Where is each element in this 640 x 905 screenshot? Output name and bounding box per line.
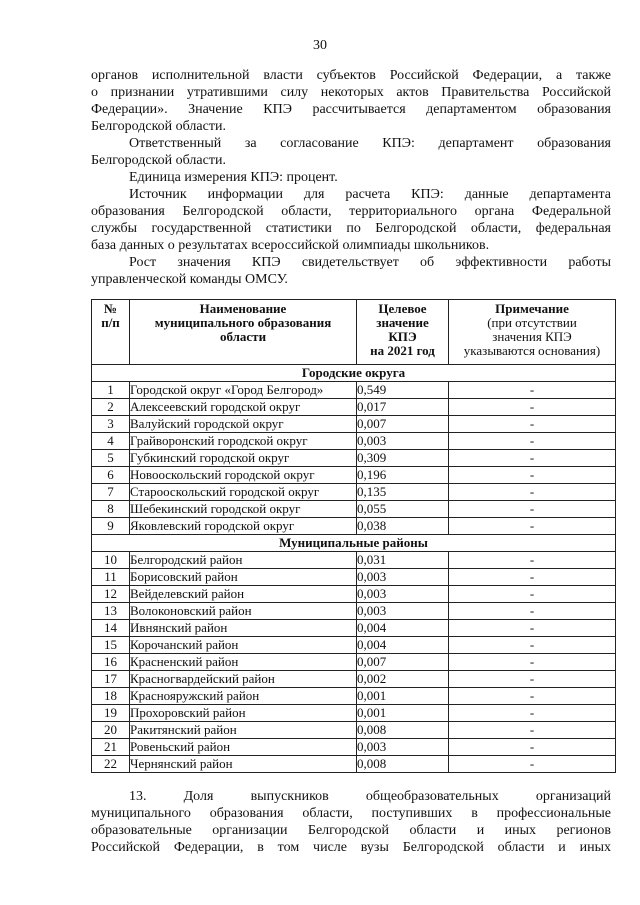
row-name: Новооскольский городской округ <box>130 467 357 484</box>
header-line: Наименование <box>199 301 287 316</box>
header-value <box>357 300 449 365</box>
header-line: (при отсутствии <box>487 315 577 330</box>
row-number: 21 <box>92 739 130 756</box>
text-line: Российской Федерации, в том числе вузы Белгородской области и иных <box>91 840 611 855</box>
paragraph-item-13 <box>91 788 611 856</box>
row-value: 0,008 <box>357 722 449 739</box>
text-line: Ответственный за согласование КПЭ: департамент образования <box>129 136 611 151</box>
table-row <box>92 705 616 722</box>
row-note: - <box>449 399 616 416</box>
row-note: - <box>449 654 616 671</box>
table-row <box>92 586 616 603</box>
row-number: 6 <box>92 467 130 484</box>
row-name: Шебекинский городской округ <box>130 501 357 518</box>
header-note <box>449 300 616 365</box>
table-row <box>92 722 616 739</box>
table-row <box>92 467 616 484</box>
row-name: Прохоровский район <box>130 705 357 722</box>
table-row <box>92 620 616 637</box>
text-line: 13. Доля выпускников общеобразовательных организаций <box>129 789 611 804</box>
page-number: 30 <box>313 38 327 53</box>
header-line: Примечание <box>495 301 569 316</box>
header-line: п/п <box>101 315 120 330</box>
header-line: КПЭ <box>388 329 417 344</box>
row-value: 0,196 <box>357 467 449 484</box>
row-number: 14 <box>92 620 130 637</box>
row-note: - <box>449 705 616 722</box>
row-value: 0,549 <box>357 382 449 399</box>
row-name: Городской округ «Город Белгород» <box>130 382 357 399</box>
row-note: - <box>449 450 616 467</box>
text-line: службы государственной статистики по Белгородской области, федеральная <box>91 221 611 236</box>
row-number: 22 <box>92 756 130 773</box>
row-value: 0,003 <box>357 586 449 603</box>
row-value: 0,008 <box>357 756 449 773</box>
table-row <box>92 399 616 416</box>
text-line: Белгородской области. <box>91 119 226 134</box>
table-row <box>92 552 616 569</box>
table-row <box>92 671 616 688</box>
table-row <box>92 739 616 756</box>
row-number: 1 <box>92 382 130 399</box>
row-note: - <box>449 586 616 603</box>
row-name: Корочанский район <box>130 637 357 654</box>
row-number: 8 <box>92 501 130 518</box>
row-number: 11 <box>92 569 130 586</box>
row-name: Борисовский район <box>130 569 357 586</box>
row-number: 16 <box>92 654 130 671</box>
text-line: образовательные организации Белгородской области и иных регионов <box>91 823 611 838</box>
row-number: 2 <box>92 399 130 416</box>
paragraph-acts-reference <box>91 67 611 135</box>
row-value: 0,031 <box>357 552 449 569</box>
table-row <box>92 433 616 450</box>
row-name: Грайворонский городской округ <box>130 433 357 450</box>
row-value: 0,003 <box>357 433 449 450</box>
text-line: Федерации». Значение КПЭ рассчитывается департаментом образования <box>91 102 611 117</box>
table-row <box>92 654 616 671</box>
table-row <box>92 501 616 518</box>
table-row <box>92 484 616 501</box>
text-line: Рост значения КПЭ свидетельствует об эффективности работы <box>129 255 611 270</box>
row-note: - <box>449 722 616 739</box>
paragraph-responsible <box>91 135 611 169</box>
row-note: - <box>449 620 616 637</box>
text-line: Источник информации для расчета КПЭ: данные департамента <box>129 187 611 202</box>
row-number: 18 <box>92 688 130 705</box>
row-name: Губкинский городской округ <box>130 450 357 467</box>
table-row <box>92 518 616 535</box>
kpe-table <box>91 299 616 773</box>
paragraph-unit <box>91 169 611 186</box>
header-line: на 2021 год <box>370 343 435 358</box>
row-number: 19 <box>92 705 130 722</box>
row-name: Старооскольский городской округ <box>130 484 357 501</box>
header-line: Целевое <box>378 301 427 316</box>
row-number: 12 <box>92 586 130 603</box>
table-row <box>92 450 616 467</box>
row-name: Красногвардейский район <box>130 671 357 688</box>
paragraph-growth <box>91 254 611 288</box>
text-line: образования Белгородской области, территориального органа Федеральной <box>91 204 611 219</box>
text-line: муниципального образования области, поступивших в профессиональные <box>91 806 611 821</box>
table-row <box>92 688 616 705</box>
row-value: 0,007 <box>357 654 449 671</box>
row-number: 7 <box>92 484 130 501</box>
section-title: Муниципальные районы <box>92 535 616 552</box>
row-note: - <box>449 637 616 654</box>
text-line: управленческой команды ОМСУ. <box>91 272 288 287</box>
row-name: Краснояружский район <box>130 688 357 705</box>
table-row <box>92 756 616 773</box>
header-line: муниципального образования <box>154 315 332 330</box>
table-header-row <box>92 300 616 365</box>
row-note: - <box>449 688 616 705</box>
row-note: - <box>449 382 616 399</box>
row-note: - <box>449 603 616 620</box>
table-row <box>92 416 616 433</box>
row-note: - <box>449 569 616 586</box>
row-value: 0,001 <box>357 705 449 722</box>
table-row <box>92 569 616 586</box>
row-name: Чернянский район <box>130 756 357 773</box>
row-number: 13 <box>92 603 130 620</box>
row-number: 15 <box>92 637 130 654</box>
row-value: 0,003 <box>357 739 449 756</box>
row-note: - <box>449 501 616 518</box>
row-value: 0,003 <box>357 603 449 620</box>
row-name: Ракитянский район <box>130 722 357 739</box>
table-body <box>92 365 616 773</box>
row-name: Валуйский городской округ <box>130 416 357 433</box>
row-name: Ивнянский район <box>130 620 357 637</box>
row-value: 0,038 <box>357 518 449 535</box>
row-number: 5 <box>92 450 130 467</box>
text-line: о признании утратившими силу некоторых актов Правительства Российской <box>91 85 611 100</box>
table-row <box>92 637 616 654</box>
header-line: № <box>103 301 118 316</box>
table-row <box>92 382 616 399</box>
row-value: 0,002 <box>357 671 449 688</box>
row-note: - <box>449 756 616 773</box>
row-name: Волоконовский район <box>130 603 357 620</box>
table-row <box>92 603 616 620</box>
row-note: - <box>449 467 616 484</box>
header-line: области <box>219 329 267 344</box>
row-name: Красненский район <box>130 654 357 671</box>
row-note: - <box>449 671 616 688</box>
row-number: 9 <box>92 518 130 535</box>
row-number: 3 <box>92 416 130 433</box>
row-number: 10 <box>92 552 130 569</box>
row-name: Вейделевский район <box>130 586 357 603</box>
header-name <box>130 300 357 365</box>
row-value: 0,001 <box>357 688 449 705</box>
row-value: 0,017 <box>357 399 449 416</box>
row-note: - <box>449 739 616 756</box>
row-value: 0,004 <box>357 637 449 654</box>
section-row <box>92 365 616 382</box>
row-value: 0,004 <box>357 620 449 637</box>
row-value: 0,055 <box>357 501 449 518</box>
row-number: 20 <box>92 722 130 739</box>
row-note: - <box>449 518 616 535</box>
row-value: 0,135 <box>357 484 449 501</box>
section-title: Городские округа <box>92 365 616 382</box>
row-number: 17 <box>92 671 130 688</box>
text-line: Единица измерения КПЭ: процент. <box>129 170 338 185</box>
row-name: Белгородский район <box>130 552 357 569</box>
row-name: Яковлевский городской округ <box>130 518 357 535</box>
header-line: значение <box>376 315 429 330</box>
row-note: - <box>449 433 616 450</box>
row-name: Алексеевский городской округ <box>130 399 357 416</box>
text-line: Белгородской области. <box>91 153 226 168</box>
row-value: 0,003 <box>357 569 449 586</box>
header-line: значения КПЭ <box>492 329 572 344</box>
text-line: база данных о результатах всероссийской олимпиады школьников. <box>91 238 490 253</box>
row-note: - <box>449 552 616 569</box>
paragraph-source <box>91 186 611 254</box>
row-number: 4 <box>92 433 130 450</box>
header-num <box>92 300 130 365</box>
row-note: - <box>449 416 616 433</box>
text-line: органов исполнительной власти субъектов Российской Федерации, а также <box>91 68 611 83</box>
row-name: Ровеньский район <box>130 739 357 756</box>
header-line: указываются основания) <box>463 343 601 358</box>
section-row <box>92 535 616 552</box>
row-value: 0,309 <box>357 450 449 467</box>
row-note: - <box>449 484 616 501</box>
row-value: 0,007 <box>357 416 449 433</box>
